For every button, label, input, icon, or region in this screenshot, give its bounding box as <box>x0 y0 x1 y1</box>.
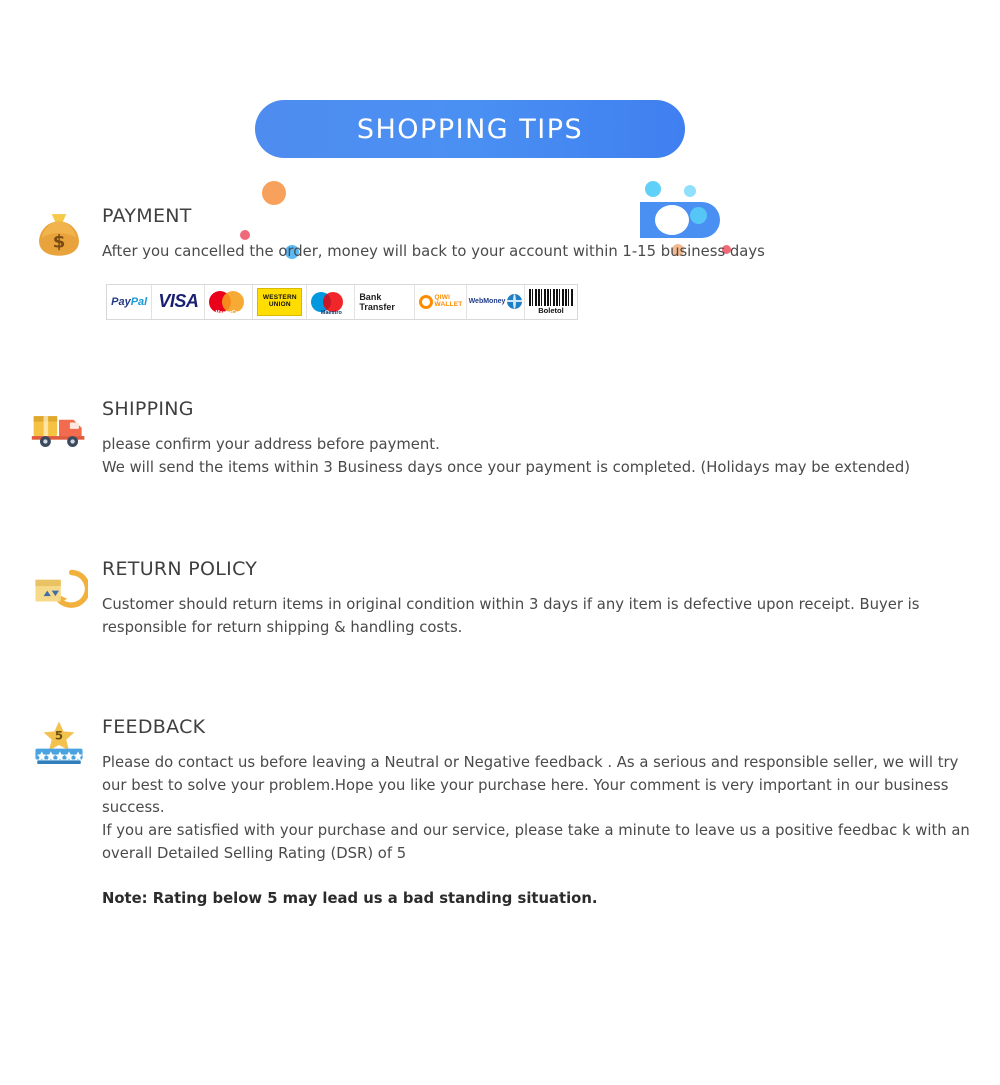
payment-line-1: After you cancelled the order, money will back to your account within 1-15 business days <box>102 243 765 260</box>
webmoney-label: WebMoney <box>468 298 506 306</box>
payment-title: PAYMENT <box>102 205 192 227</box>
banner-bar <box>255 100 685 158</box>
maestro-label: Maestro <box>320 309 342 316</box>
payment-method-mastercard: MasterCard <box>205 285 253 319</box>
qiwi-label-top: QIWI <box>434 294 451 302</box>
return-box-icon <box>30 558 88 616</box>
payment-methods-strip <box>106 284 578 320</box>
return-policy-body <box>102 594 972 640</box>
payment-method-visa <box>152 285 205 319</box>
return-policy-line-1: Customer should return items in original condition within 3 days if any item is defective upon receipt. Buyer is responsible for return shipping & handling costs. <box>102 595 920 636</box>
delivery-truck-icon <box>30 398 88 456</box>
bank-transfer-label: Bank Transfer <box>359 291 395 312</box>
shipping-line-2: We will send the items within 3 Business days once your payment is completed. (Holidays may be extended) <box>102 458 911 476</box>
feedback-line-2: If you are satisfied with your purchase and our service, please take a minute to leave us a positive feedbac k with an overall Detailed Selling Rating (DSR) of 5 <box>102 822 970 863</box>
payment-body <box>102 241 972 264</box>
wu-label-mid: UNION <box>268 300 291 308</box>
globe-icon <box>507 294 522 309</box>
feedback-title: FEEDBACK <box>102 715 206 738</box>
qiwi-label-bottom: WALLET <box>434 300 463 308</box>
return-policy-title: RETURN POLICY <box>102 557 258 580</box>
section-shipping <box>0 398 1000 480</box>
payment-method-qiwi-wallet <box>415 285 467 319</box>
banner-title: SHOPPING TIPS <box>356 113 584 145</box>
visa-label: VISA <box>158 291 199 312</box>
section-payment <box>0 205 1000 320</box>
payment-method-bank-transfer <box>355 285 415 319</box>
five-star-rating-icon <box>30 716 88 774</box>
payment-method-paypal: PayPal <box>107 285 152 319</box>
payment-method-boleto <box>525 285 577 319</box>
payment-method-maestro <box>307 285 355 319</box>
feedback-body <box>102 752 972 912</box>
wu-label-top: WESTERN <box>262 294 297 302</box>
shopping-tips-banner <box>0 85 1000 195</box>
boleto-label: Boletol <box>538 306 564 316</box>
feedback-note: Note: Rating below 5 may lead us a bad standing situation. <box>102 890 598 908</box>
shipping-body <box>102 434 972 480</box>
shipping-line-1: please confirm your address before payment. <box>102 435 440 453</box>
payment-method-webmoney <box>467 285 525 319</box>
money-bag-icon <box>30 205 88 263</box>
section-return-policy <box>0 558 1000 640</box>
section-feedback <box>0 716 1000 912</box>
shipping-title: SHIPPING <box>102 397 194 420</box>
barcode-icon <box>529 289 573 306</box>
qiwi-dot-icon <box>419 295 433 309</box>
decorative-bubble-lightblue <box>684 185 696 197</box>
feedback-line-1: Please do contact us before leaving a Neutral or Negative feedback . As a serious and responsible seller, we will try our best to solve your problem.Hope you like your purchase here. Your comment is very important in our business success. <box>102 753 959 817</box>
payment-method-western-union <box>253 285 307 319</box>
decorative-bubble-orange <box>262 181 286 205</box>
svg-text:$: $ <box>52 231 66 253</box>
decorative-bubble-cyan <box>645 181 661 197</box>
svg-text:5: 5 <box>54 728 64 743</box>
